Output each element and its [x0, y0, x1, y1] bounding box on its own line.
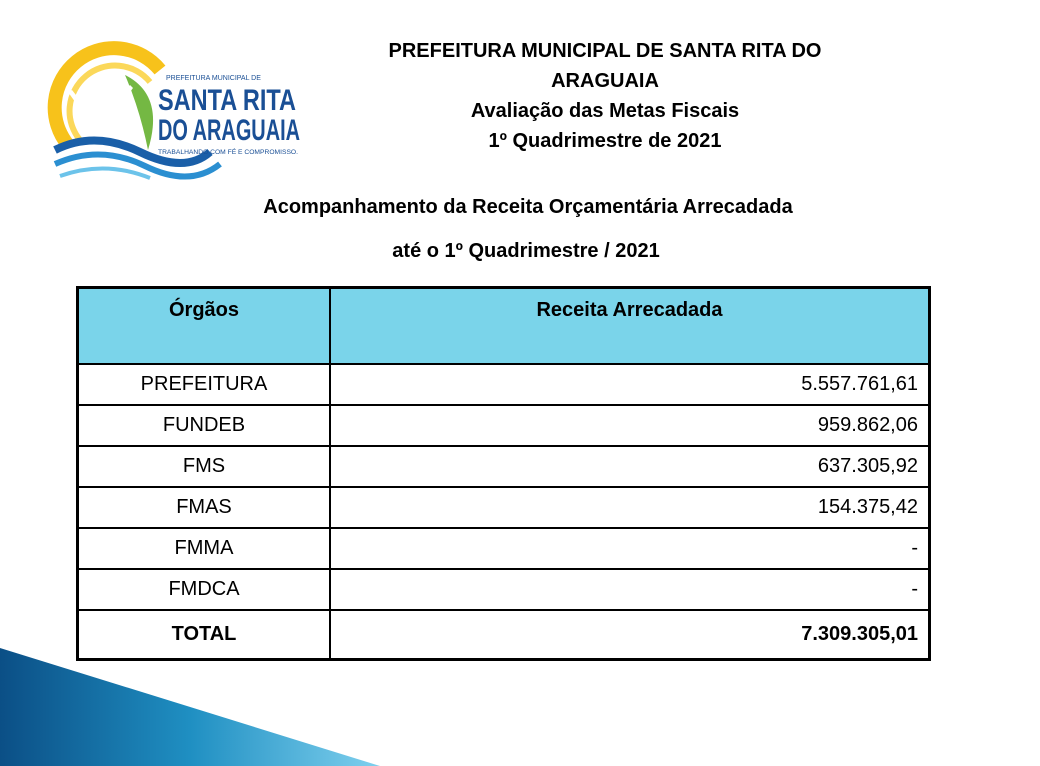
- row-org: PREFEITURA: [78, 364, 331, 405]
- header-line3: Avaliação das Metas Fiscais: [470, 100, 740, 122]
- table-row: [78, 487, 930, 528]
- table-row: [78, 364, 930, 405]
- row-org: FUNDEB: [78, 405, 331, 446]
- row-value: 959.862,06: [330, 405, 930, 446]
- total-label: TOTAL: [78, 610, 331, 660]
- row-org: FMDCA: [78, 569, 331, 610]
- header-org: Órgãos: [78, 288, 331, 365]
- row-value: -: [330, 528, 930, 569]
- header-line4: 1º Quadrimestre de 2021: [488, 130, 722, 152]
- table-row: [78, 569, 930, 610]
- logo-top-text: PREFEITURA MUNICIPAL DE: [166, 75, 261, 82]
- logo-line2: DO ARAGUAIA: [158, 114, 300, 147]
- corner-decoration: [0, 640, 520, 766]
- table-row: [78, 405, 930, 446]
- subtitle-line2: até o 1º Quadrimestre / 2021: [392, 240, 660, 262]
- wave-3: [60, 168, 150, 178]
- table-row: [78, 528, 930, 569]
- document-header: [300, 36, 910, 156]
- logo-line1: SANTA RITA: [158, 84, 296, 117]
- row-value: 5.557.761,61: [330, 364, 930, 405]
- row-org: FMS: [78, 446, 331, 487]
- table-header-row: [78, 288, 930, 365]
- table-row: [78, 446, 930, 487]
- corner-shape: [0, 648, 380, 766]
- row-value: 154.375,42: [330, 487, 930, 528]
- row-value: -: [330, 569, 930, 610]
- header-value: Receita Arrecadada: [330, 288, 930, 365]
- logo-tagline: TRABALHANDO COM FÉ E COMPROMISSO.: [158, 149, 294, 156]
- header-line1: PREFEITURA MUNICIPAL DE SANTA RITA DO: [388, 40, 822, 62]
- row-value: 637.305,92: [330, 446, 930, 487]
- revenue-table: [76, 286, 931, 661]
- subtitle-line1: Acompanhamento da Receita Orçamentária Arrecadada: [263, 196, 793, 218]
- row-org: FMMA: [78, 528, 331, 569]
- total-value: 7.309.305,01: [330, 610, 930, 660]
- header-line2: ARAGUAIA: [551, 70, 659, 92]
- row-org: FMAS: [78, 487, 331, 528]
- santa-rita-logo: [50, 40, 302, 180]
